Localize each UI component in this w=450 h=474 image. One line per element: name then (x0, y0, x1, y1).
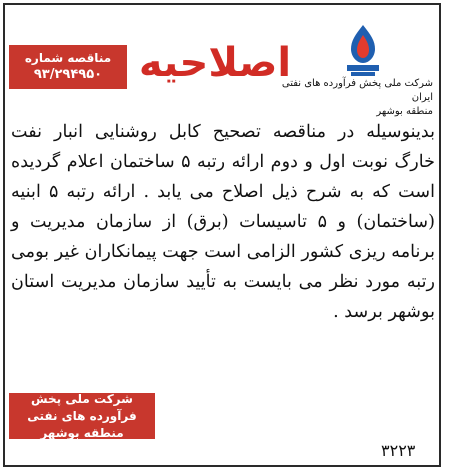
notice-frame (3, 3, 441, 467)
tender-number: ۹۳/۲۹۴۹۵۰ (33, 67, 103, 82)
company-line-2: منطقه بوشهر (376, 106, 433, 117)
tender-number-box (9, 45, 127, 89)
company-line-1: شرکت ملی پخش فرآورده های نفتی ایران (281, 78, 433, 103)
footer-company-line-2: منطقه بوشهر (40, 425, 124, 440)
notice-body: بدینوسیله در مناقصه تصحیح کابل روشنایی انبار نفت خارگ نوبت اول و دوم ارائه رتبه ۵ ساختمان اعلام گردیده است که به شرح ذیل اصلاح می یابد . ارائه رتبه ۵ ابنیه (ساختمان) و ۵ تاسیسات (برق) از سازمان مدیریت و برنامه ریزی کشور الزامی است جهت پیمانکاران غیر بومی رتبه مورد نظر می بایست به تأیید سازمان مدیریت استان بوشهر برسد . (11, 122, 435, 322)
notice-header (5, 5, 439, 115)
tender-label: مناقصه شماره (24, 51, 112, 65)
footer-company-line-1: شرکت ملی پخش فرآورده های نفتی (27, 391, 137, 423)
ad-code: ۳۲۲۳ (381, 441, 416, 460)
nioc-logo-icon (337, 21, 389, 79)
page-title: اصلاحیه (138, 40, 292, 86)
footer-company-box (9, 393, 155, 439)
company-name-small (273, 77, 433, 119)
